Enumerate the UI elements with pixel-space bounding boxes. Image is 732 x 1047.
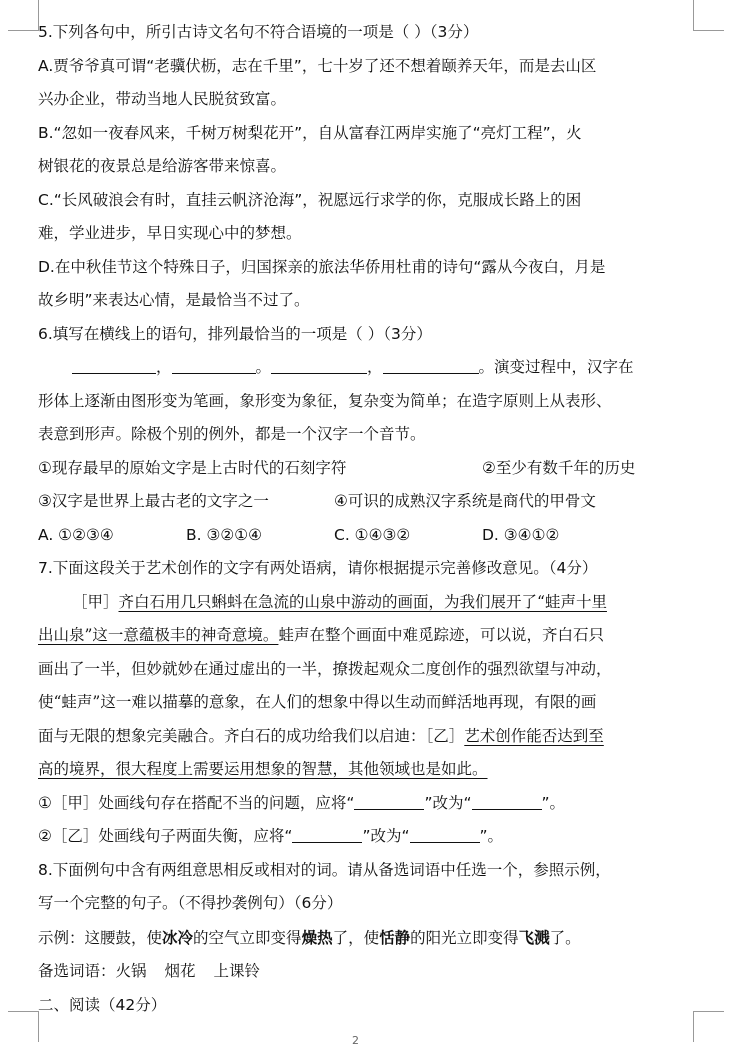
q7-passage-line6: [38, 753, 688, 787]
q5-option-b-line1: B.“忽如一夜春风来，千树万树梨花开”，自从富春江两岸实施了“亮灯工程”，火: [38, 123, 582, 142]
q7-answer-1: ①［甲］处画线句存在搭配不当的问题，应将“ ”改为“ ”。: [38, 793, 566, 812]
q7-answer2-blank-to[interactable]: [410, 841, 480, 843]
q5-option-c-line2: 难，学业进步，早日实现心中的梦想。: [38, 224, 302, 242]
exam-page: [38, 16, 688, 1022]
q6-blank-2[interactable]: [172, 372, 256, 374]
q7-stem: 7.下面这段关于艺术创作的文字有两处语病，请你根据提示完善修改意见。（4分）: [38, 559, 598, 577]
q7-yi-underlined-1: 艺术创作能否达到至: [464, 726, 604, 745]
q7-yi-marker: ［乙］: [425, 726, 465, 745]
q7-passage-line4: 使“蛙声”这一难以描摹的意象，在人们的想象中得以生动而鲜活地再现，有限的画: [38, 693, 597, 711]
q5-option-a-line1: A.贾爷爷真可谓“老骥伏枥，志在千里”，七十岁了还不想着颐养天年，而是去山区: [38, 56, 597, 75]
q5-option-d-line2: 故乡明”来表达心情，是最恰当不过了。: [38, 291, 310, 309]
q6-stem: 6.填写在横线上的语句，排列最恰当的一项是（ ）（3分）: [38, 324, 432, 343]
q6-option-d[interactable]: D. ③④①②: [482, 525, 560, 544]
q7-passage-line1: [38, 586, 688, 620]
q7-passage-line2: 出山泉”这一意蕴极丰的神奇意境。蛙声在整个画面中难觅踪迹，可以说，齐白石只: [38, 626, 604, 644]
q8-stem-line2: 写一个完整的句子。（不得抄袭例句）（6分）: [38, 894, 343, 912]
q6-options-row: [38, 519, 688, 553]
q6-passage-line1: ， 。 ， 。演变过程中，汉字在: [38, 351, 688, 385]
q8-example-keyword-1: 冰冷: [162, 927, 194, 947]
q8-example: 示例：这腰鼓，使冰冷的空气立即变得燥热了，使恬静的阳光立即变得飞溅了。: [38, 927, 581, 947]
q6-passage-line3: 表意到形声。除极个别的例外，都是一个汉字一个音节。: [38, 425, 426, 443]
q6-item-3: ③汉字是世界上最古老的文字之一: [38, 492, 269, 510]
crop-mark-top-left: [8, 0, 39, 31]
q8-word-1: 火锅: [115, 962, 147, 980]
q6-option-b[interactable]: B. ③②①④: [186, 525, 263, 544]
q7-jia-marker: ［甲］: [72, 592, 119, 611]
q6-blank-3[interactable]: [271, 372, 367, 374]
crop-mark-bottom-right: [693, 1011, 724, 1042]
q8-word-3: 上课铃: [213, 962, 261, 980]
q7-jia-underlined-1: 齐白石用几只蝌蚪在急流的山泉中游动的画面，为我们展开了“蛙声十里: [118, 592, 607, 611]
q7-passage-line5: 面与无限的想象完美融合。齐白石的成功给我们以启迪：［乙］艺术创作能否达到至: [38, 726, 604, 745]
q5-option-a-line2: 兴办企业，带动当地人民脱贫致富。: [38, 90, 287, 108]
crop-mark-bottom-left: [8, 1011, 39, 1042]
crop-mark-top-right: [693, 0, 724, 31]
q6-blank-1[interactable]: [72, 372, 156, 374]
q5-option-c-line1: C.“长风破浪会有时，直挂云帆济沧海”，祝愿远行求学的你，克服成长路上的困: [38, 190, 582, 209]
q6-option-a[interactable]: A. ①②③④: [38, 525, 114, 544]
q6-item-4: ④可识的成熟汉字系统是商代的甲骨文: [334, 492, 596, 510]
q7-passage-line3: 画出了一半，但妙就妙在通过虚出的一半，撩拨起观众二度创作的强烈欲望与冲动，: [38, 659, 612, 678]
q6-passage-line2: 形体上逐渐由图形变为笔画，象形变为象征，复杂变为简单；在造字原则上从表形、: [38, 391, 612, 410]
q6-item-1: ①现存最早的原始文字是上古时代的石刻字符: [38, 458, 347, 477]
section-2-heading: 二、阅读（42分）: [38, 995, 167, 1014]
q8-example-keyword-3: 恬静: [379, 927, 411, 947]
q8-candidate-words: 备选词语：火锅 烟花 上课铃: [38, 962, 261, 980]
q5-option-d-line1: D.在中秋佳节这个特殊日子，归国探亲的旅法华侨用杜甫的诗句“露从今夜白，月是: [38, 257, 606, 276]
q7-answer1-blank-to[interactable]: [472, 808, 542, 810]
q8-stem-line1: 8.下面例句中含有两组意思相反或相对的词。请从备选词语中任选一个，参照示例，: [38, 860, 611, 879]
q6-item-2: ②至少有数千年的历史: [482, 458, 636, 477]
q7-jia-underlined-2: 出山泉”这一意蕴极丰的神奇意境。: [38, 626, 279, 644]
q6-items-row1: [38, 452, 688, 486]
q5-stem: 5.下列各句中，所引古诗文名句不符合语境的一项是（ ）（3分）: [38, 23, 479, 41]
q6-blank-4[interactable]: [383, 372, 479, 374]
q8-example-keyword-4: 飞溅: [518, 927, 550, 947]
q7-answer2-blank-from[interactable]: [292, 841, 362, 843]
q8-example-keyword-2: 燥热: [301, 927, 333, 947]
q7-yi-underlined-2: 高的境界，很大程度上需要运用想象的智慧，其他领域也是如此。: [38, 760, 488, 778]
page-number: 2: [352, 1034, 359, 1047]
q5-option-b-line2: 树银花的夜景总是给游客带来惊喜。: [38, 157, 287, 175]
q6-option-c[interactable]: C. ①④③②: [334, 525, 411, 544]
q7-answer-2: ②［乙］处画线句子两面失衡，应将“ ”改为“ ”。: [38, 827, 504, 845]
q8-word-2: 烟花: [164, 962, 196, 980]
q7-answer1-blank-from[interactable]: [354, 808, 424, 810]
q6-items-row2: [38, 485, 688, 519]
